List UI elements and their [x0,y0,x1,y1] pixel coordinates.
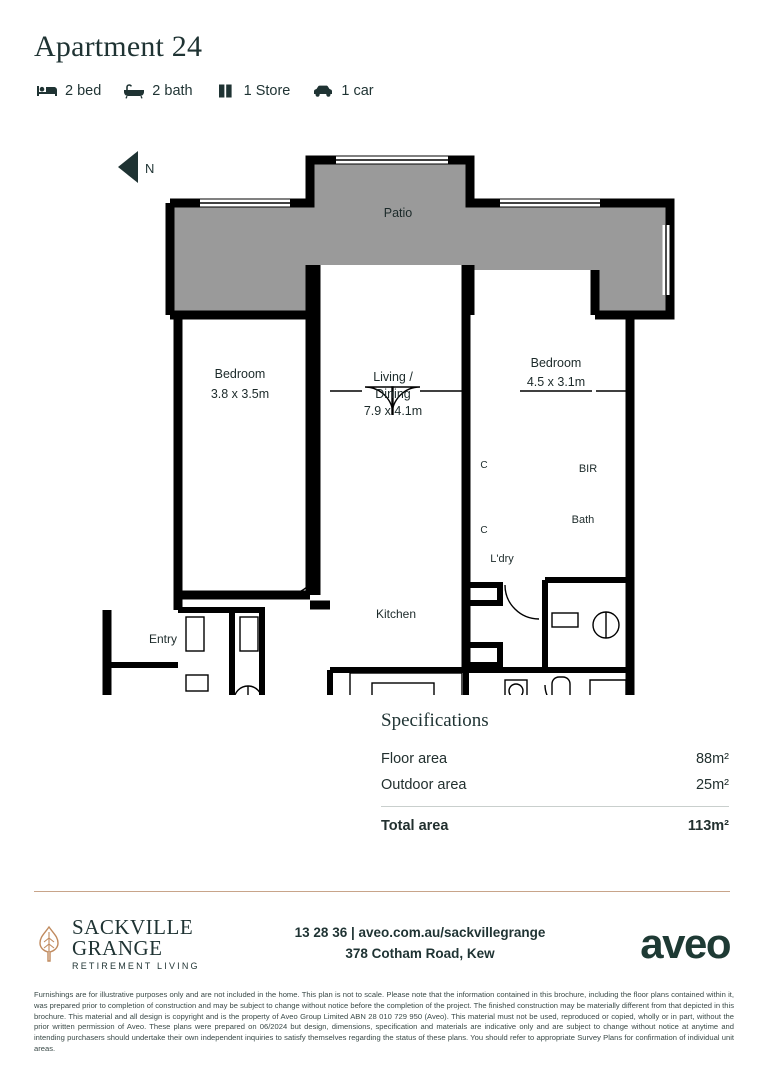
room-label-patio: Patio [383,206,413,220]
spec-value-outdoor-area: 25m² [695,777,729,793]
spec-row-floor-area [381,746,729,772]
footer-divider [34,891,730,892]
floor-plan-svg [0,125,764,695]
room-label-bedroom-1: Bedroom [214,367,266,381]
spec-row-total-area [381,813,729,839]
contact-block [295,923,546,965]
brand-line-3: RETIREMENT LIVING [72,961,200,972]
brand-line-2: GRANGE [72,935,163,960]
feature-store [215,83,291,99]
feature-car-label: 1 car [341,83,374,99]
contact-address: 378 Cotham Road, Kew [345,946,495,961]
specifications-heading: Specifications [381,710,489,731]
bath-icon [123,83,145,99]
feature-car [312,83,373,99]
fixtures [184,612,626,695]
store-icon [215,83,237,99]
specifications [381,710,729,839]
feature-list [36,83,374,99]
sackville-grange-logo [34,914,200,972]
bed-icon [36,83,58,99]
spec-value-floor-area: 88m² [695,751,729,767]
page-title: Apartment 24 [34,30,203,63]
feature-store-label: 1 Store [243,83,291,99]
feature-bath-label: 2 bath [152,83,193,99]
compass [118,151,154,183]
svg-text:N: N [145,161,155,176]
room-label-cupboard-1: C [480,460,488,471]
room-label-bedroom-2: Bedroom [530,356,582,370]
room-dims-living: 7.9 x 4.1m [363,404,423,418]
leaf-icon [34,924,64,964]
brand-line-1: SACKVILLE [72,914,194,939]
spec-value-total-area: 113m² [687,818,729,834]
room-label-living-2: Dining [375,387,411,401]
disclaimer-text: Furnishings are for illustrative purposes only and are not included in the home. This plan is not to scale. Please note that the information contained in this brochure, including the floor plans contained within it, was prepared prior to completion of construction and may be subject to change without notice before the completion of the project. The finished construction may be materially different from that depicted in this brochure. This material and all design is copyright and is the property of Aveo Group Limited ABN 28 010 729 950 (Aveo). This material must not be used, reproduced or copied, wholly or in part, without the prior written permission of Aveo. These plans were prepared on 06/2024 but design, dimensions, specification and materials are indicative only and are subject to change without notice at anytime and intending purchasers should undertake their own independent inquiries to satisfy themselves regarding the status of these plans. You should refer to appropriate Survey Plans for confirmation of individual unit areas. [34,990,734,1053]
feature-bath [123,83,192,99]
contact-phone-web[interactable]: 13 28 36 | aveo.com.au/sackvillegrange [294,925,546,941]
room-label-kitchen: Kitchen [375,607,417,621]
feature-bed-label: 2 bed [65,83,102,99]
brand-wordmark [72,914,200,972]
room-label-entry: Entry [148,632,178,646]
floor-plan [0,125,764,695]
spec-label-floor-area: Floor area [381,751,448,767]
room-label-cupboard-2: C [480,525,488,536]
room-label-bath: Bath [571,514,595,526]
spec-label-outdoor-area: Outdoor area [381,777,467,793]
room-label-bir: BIR [578,463,598,475]
room-label-laundry: L'dry [490,553,514,565]
footer [34,905,730,983]
spec-label-total-area: Total area [381,818,449,834]
feature-bed [36,83,101,99]
aveo-logo: aveo [640,920,730,967]
car-icon [312,83,334,99]
spec-divider [381,806,729,807]
room-dims-bedroom-1: 3.8 x 3.5m [210,387,270,401]
spec-row-outdoor-area [381,772,729,798]
room-dims-bedroom-2: 4.5 x 3.1m [526,375,586,389]
room-label-living-1: Living / [373,370,413,384]
